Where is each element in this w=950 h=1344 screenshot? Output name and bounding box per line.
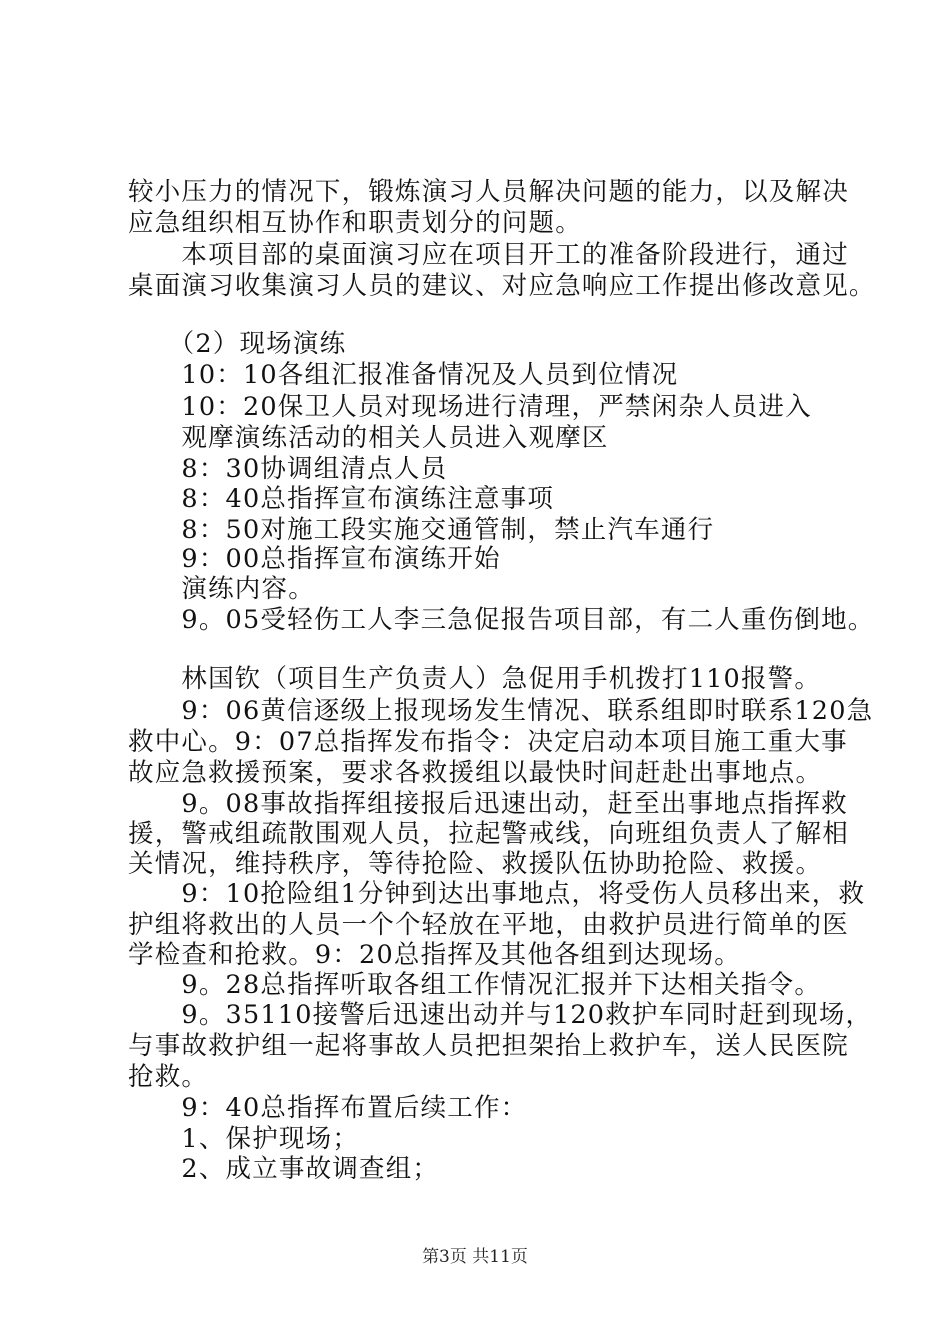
text-line: 与事故救护组一起将事故人员把担架抬上救护车，送人民医院: [128, 1031, 849, 1061]
text-line: 援，警戒组疏散围观人员，拉起警戒线，向班组负责人了解相: [128, 819, 849, 849]
text-line: 10：20保卫人员对现场进行清理，严禁闲杂人员进入: [128, 392, 812, 422]
text-line: 故应急救援预案，要求各救援组以最快时间赶赴出事地点。: [128, 758, 823, 788]
text-line: 9：10抢险组1分钟到达出事地点，将受伤人员移出来，救: [128, 879, 866, 909]
text-line: 9：06黄信逐级上报现场发生情况、联系组即时联系120急: [128, 696, 874, 726]
text-line: 较小压力的情况下，锻炼演习人员解决问题的能力，以及解决: [128, 177, 849, 207]
text-line: 9。08事故指挥组接报后迅速出动，赶至出事地点指挥救: [128, 789, 848, 819]
text-line: 观摩演练活动的相关人员进入观摩区: [128, 423, 609, 453]
page-number-footer: 第3页 共11页: [422, 1247, 528, 1267]
text-line: 学检查和抢救。9：20总指挥及其他各组到达现场。: [128, 940, 741, 970]
text-line: 本项目部的桌面演习应在项目开工的准备阶段进行，通过: [128, 240, 849, 270]
text-line: 林国钦（项目生产负责人）急促用手机拨打110报警。: [128, 664, 822, 694]
text-line: 应急组织相互协作和职责划分的问题。: [128, 208, 582, 238]
text-line: 1、保护现场；: [128, 1124, 360, 1154]
text-line: 10：10各组汇报准备情况及人员到位情况: [128, 360, 679, 390]
text-line: 9。05受轻伤工人李三急促报告项目部，有二人重伤倒地。: [128, 605, 875, 635]
text-line: 演练内容。: [128, 574, 315, 604]
text-line: 9。35110接警后迅速出动并与120救护车同时赶到现场，: [128, 1000, 873, 1030]
text-line: 9：40总指挥布置后续工作：: [128, 1093, 528, 1123]
text-line: 9。28总指挥听取各组工作情况汇报并下达相关指令。: [128, 970, 822, 1000]
text-line: 抢救。: [128, 1062, 209, 1092]
text-line: 桌面演习收集演习人员的建议、对应急响应工作提出修改意见。: [128, 271, 876, 301]
text-line: （2）现场演练: [128, 329, 347, 359]
text-line: 8：30协调组清点人员: [128, 454, 448, 484]
text-line: 2、成立事故调查组；: [128, 1154, 440, 1184]
text-line: 护组将救出的人员一个个轻放在平地，由救护员进行简单的医: [128, 910, 849, 940]
text-line: 8：40总指挥宣布演练注意事项: [128, 484, 555, 514]
text-line: 8：50对施工段实施交通管制，禁止汽车通行: [128, 515, 715, 545]
text-line: 关情况，维持秩序，等待抢险、救援队伍协助抢险、救援。: [128, 849, 823, 879]
text-line: 9：00总指挥宣布演练开始: [128, 544, 501, 574]
text-line: 救中心。9：07总指挥发布指令：决定启动本项目施工重大事: [128, 727, 848, 757]
